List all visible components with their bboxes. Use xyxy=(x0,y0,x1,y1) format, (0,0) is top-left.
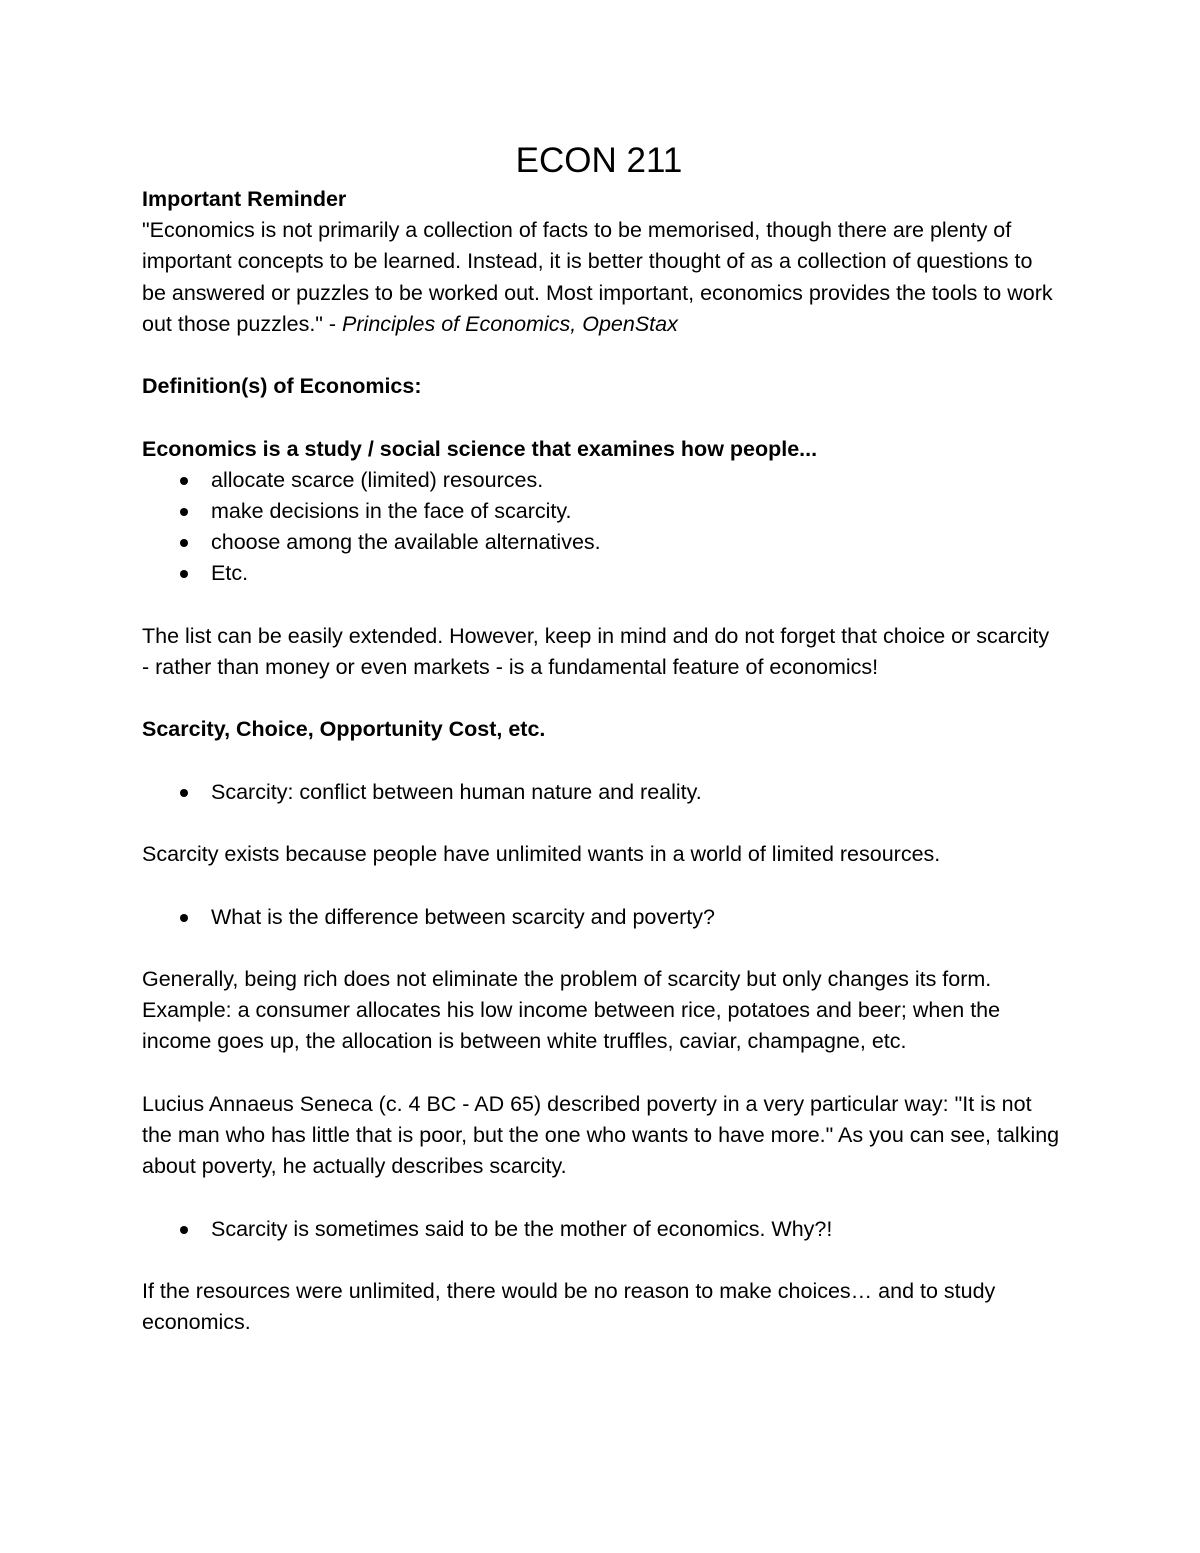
scarcity-paragraph-2: Generally, being rich does not eliminate the problem of scarcity but only changes its form. Example: a consumer allocates his low income between rice, potatoes and beer; when the income goes up, the allocation is between white truffles, caviar, champagne, etc. xyxy=(142,966,1001,1054)
list-item xyxy=(142,527,1062,558)
scarcity-list-1 xyxy=(142,777,1062,808)
list-item-text: make decisions in the face of scarcity. xyxy=(211,499,572,523)
spacer xyxy=(142,1245,1062,1276)
spacer xyxy=(142,933,1062,964)
definitions-heading: Definition(s) of Economics: xyxy=(142,374,422,399)
document-title: ECON 211 xyxy=(515,141,683,180)
list-item-text: Scarcity is sometimes said to be the mother of economics. Why?! xyxy=(211,1216,833,1241)
list-item xyxy=(142,902,1062,933)
list-item xyxy=(142,465,1062,496)
list-item xyxy=(142,1214,1062,1245)
scarcity-paragraph-4: If the resources were unlimited, there would be no reason to make choices… and to study economics. xyxy=(142,1278,996,1335)
spacer xyxy=(142,808,1062,839)
scarcity-heading: Scarcity, Choice, Opportunity Cost, etc. xyxy=(142,717,546,742)
list-item-text: choose among the available alternatives. xyxy=(211,530,601,555)
definitions-list xyxy=(142,465,1062,590)
spacer xyxy=(142,683,1062,714)
reminder-source: Principles of Economics, OpenStax xyxy=(342,311,678,336)
bullet-icon xyxy=(180,477,188,485)
list-item xyxy=(142,777,1062,808)
spacer xyxy=(142,1058,1062,1089)
spacer xyxy=(142,590,1062,621)
reminder-heading: Important Reminder xyxy=(142,187,347,211)
definitions-note: The list can be easily extended. However, keep in mind and do not forget that choice or scarcity - rather than money or even markets - is a fundamental feature of economics! xyxy=(142,623,1050,679)
reminder-quote-text: "Economics is not primarily a collection of facts to be memorised, though there are plenty of important concepts to be learned. Instead, it is better thought of as a collection of questions to be answered or puzzles to be worked out. Most important, economics provides the tools to work out those puzzles." - xyxy=(142,218,1053,336)
bullet-icon xyxy=(180,570,188,578)
bullet-icon xyxy=(180,1226,188,1234)
bullet-icon xyxy=(180,914,188,922)
bullet-icon xyxy=(180,508,188,516)
spacer xyxy=(142,1182,1062,1213)
list-item-text: Scarcity: conflict between human nature and reality. xyxy=(211,779,702,804)
spacer xyxy=(142,870,1062,901)
spacer xyxy=(142,746,1062,777)
scarcity-paragraph-1: Scarcity exists because people have unlimited wants in a world of limited resources. xyxy=(142,842,941,867)
document-page xyxy=(142,140,1062,1338)
definitions-subheading: Economics is a study / social science that examines how people... xyxy=(142,436,818,461)
reminder-quote xyxy=(142,215,1062,340)
spacer xyxy=(142,402,1062,433)
scarcity-list-3 xyxy=(142,1214,1062,1245)
bullet-icon xyxy=(180,789,188,797)
bullet-icon xyxy=(180,539,188,547)
list-item xyxy=(142,496,1062,527)
spacer xyxy=(142,340,1062,371)
list-item-text: Etc. xyxy=(211,561,249,586)
list-item xyxy=(142,558,1062,589)
list-item-text: What is the difference between scarcity and poverty? xyxy=(211,904,715,929)
scarcity-paragraph-3: Lucius Annaeus Seneca (c. 4 BC - AD 65) described poverty in a very particular way: "It is not the man who has little that is poor, but the one who wants to have more." As you can see, talking about poverty, he actually describes scarcity. xyxy=(142,1091,1060,1179)
scarcity-list-2 xyxy=(142,902,1062,933)
list-item-text: allocate scarce (limited) resources. xyxy=(211,467,544,492)
